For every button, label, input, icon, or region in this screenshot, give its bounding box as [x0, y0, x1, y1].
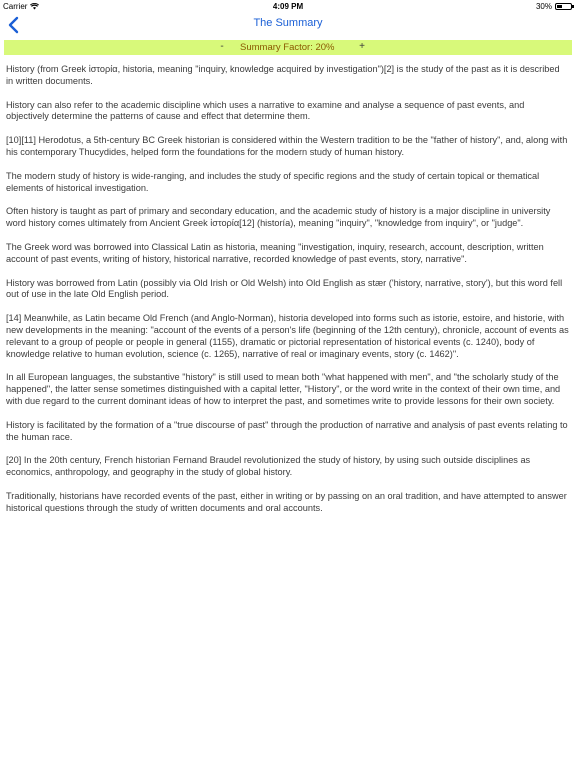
status-right [536, 2, 572, 11]
summary-paragraph: [10][11] Herodotus, a 5th-century BC Greek historian is considered within the Western tradition to be the "father of history", and, along with his contemporary Thucydides, helped form the foundations for the modern study of human history. [6, 135, 568, 157]
increase-factor-button[interactable]: + [359, 41, 365, 52]
summary-paragraph: History was borrowed from Latin (possibly via Old Irish or Old Welsh) into Old English as stær ('history, narrative, story'), but this word fell out of use in the late Old English period. [6, 277, 563, 300]
summary-paragraph: Traditionally, historians have recorded events of the past, either in writing or by passing on an oral tradition, and have attempted to answer historical questions through the study of written documents and oral accounts. [6, 490, 567, 513]
summary-paragraph: History is facilitated by the formation of a "true discourse of past" through the production of narrative and analysis of past events relating to the human race. [6, 419, 568, 442]
summary-paragraph: History can also refer to the academic discipline which uses a narrative to examine and analyse a sequence of past events, and objectively determine the patterns of cause and effect that determine them. [6, 99, 525, 122]
navigation-bar [0, 14, 576, 36]
summary-factor-label: Summary Factor: 20% [240, 42, 335, 53]
decrease-factor-button[interactable]: - [220, 41, 224, 52]
summary-text [6, 64, 569, 527]
carrier-label: Carrier [3, 2, 28, 11]
status-bar [0, 0, 576, 14]
summary-factor-bar [4, 40, 572, 55]
battery-percent: 30% [535, 2, 552, 11]
summary-paragraph: History (from Greek ἱστορία, historia, meaning "inquiry, knowledge acquired by investigation")[2] is the study of the past as it is described in written documents. [6, 64, 560, 86]
summary-paragraph: [14] Meanwhile, as Latin became Old French (and Anglo-Norman), historia developed into forms such as istorie, estoire, and historie, with new developments in the meaning: "account of the events of a person's life (beginning of the 12th century), chronicle, account of events as relevant to a group of people or people in general (1155), dramatic or pictorial representation of historical events (c. 1240), body of knowledge relative to human evolution, science (c. 1265), narrative of real or imaginary events, story (c. 1462)". [6, 313, 569, 359]
summary-paragraph: [20] In the 20th century, French historian Fernand Braudel revolutionized the study of history, by using such outside disciplines as economics, anthropology, and geography in the study of global history. [6, 455, 531, 478]
status-time: 4:09 PM [272, 2, 304, 11]
summary-paragraph: The Greek word was borrowed into Classical Latin as historia, meaning "investigation, inquiry, research, account, description, written account of past events, writing of history, historical narrative, recorded knowledge of past events, story, narrative". [6, 241, 544, 264]
battery-icon [555, 3, 572, 10]
page-title: The Summary [253, 17, 323, 29]
summary-paragraph: The modern study of history is wide-ranging, and includes the study of specific regions and the study of certain topical or thematical elements of historical investigation. [6, 170, 540, 193]
summary-paragraph: Often history is taught as part of primary and secondary education, and the academic study of history is a major discipline in university word history comes ultimately from Ancient Greek ἱστορία[12] (historía), meaning "inquiry", "knowledge from inquiry", or "judge". [6, 206, 551, 229]
summary-paragraph: In all European languages, the substantive "history" is still used to mean both "what happened with men", and "the scholarly study of the happened", the latter sense sometimes distinguished with a capital letter, "History", or the word write in the context of their own time, and with due regard to the current dominant ideas of how to interpret the past, and sometimes write to provide lessons for their own society. [6, 372, 561, 406]
